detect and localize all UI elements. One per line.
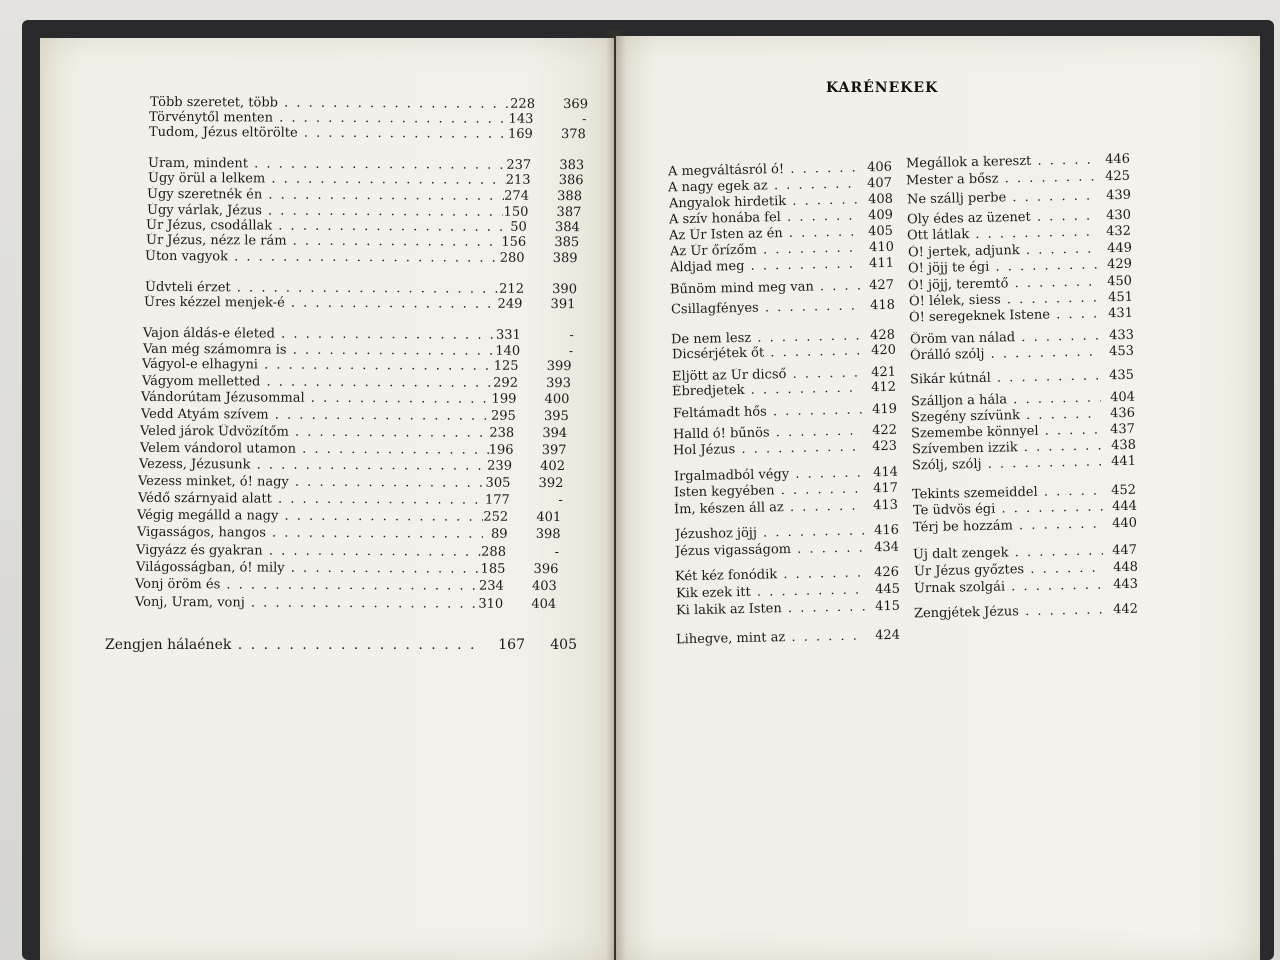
entry-number: 447 [1112,542,1138,559]
entry-title: Üdvteli érzet . . . [144,280,498,297]
entry-title: Bűnöm mind meg van . . . [670,278,860,297]
index-entry [141,390,581,408]
entry-title: Oly édes az üzenet . . . [907,208,1097,227]
entry-number: 412 [871,379,897,396]
entry-number: 295 [490,408,516,424]
entry-number-secondary: 389 [552,250,578,267]
entry-title: Eljött az Úr dicső . . . [672,365,862,384]
entry-title: De nem lesz . . . [671,328,861,347]
entry-title: Áldjad meg . . . [670,256,860,275]
index-entry [141,407,581,425]
entry-title: Halld ó! bűnös . . . [673,423,863,442]
entry-number-secondary: 404 [530,596,556,613]
entry-number: 292 [492,375,518,391]
entry-number: 453 [1108,343,1134,360]
entry-number: 425 [1105,168,1131,185]
entry-number: 238 [489,425,515,441]
entry-title: Az Úr őrízőm . . . [670,240,860,259]
entry-number: 422 [871,422,898,439]
entry-title: Szólj, szólj . . . [912,454,1102,473]
entry-title: Úgy örül a lelkem . . . [148,171,506,188]
entry-number: 428 [870,327,896,344]
entry-title: Van még számomra is . . . [143,342,495,359]
entry-number: 228 [510,96,536,112]
entry-number: 125 [494,358,519,374]
entry-number: 436 [1109,405,1136,422]
entry-number: 423 [872,438,898,455]
index-entry [139,457,579,475]
entry-number: 280 [499,250,525,266]
entry-title: Veled járok Üdvözítőm . . . [140,424,489,441]
entry-title: Öröm van nálad . . . [909,328,1099,347]
entry-number: 199 [491,391,517,407]
entry-number: 405 [868,223,894,240]
entry-number-secondary: - [569,328,575,344]
index-entry [137,508,577,526]
entry-title: Uram, mindent . . . [148,156,506,173]
entry-number: 444 [1111,498,1137,515]
index-entry [136,543,576,561]
entry-number: 50 [510,219,527,235]
entry-number-secondary: 398 [535,526,561,543]
entry-title: Ó! jertek, adjunk . . . [908,241,1098,260]
entry-title: Zengjen hálaének . . . [105,637,483,653]
entry-title: Úgy szeretnék én . . . [147,187,504,204]
entry-number: 249 [497,296,523,312]
entry-number: 451 [1107,289,1133,306]
entry-title: Jézushoz jöjj . . . [674,523,864,542]
entry-number: 440 [1111,515,1138,532]
entry-number: 305 [485,475,511,491]
entry-title: Isten kegyében . . . [674,481,864,500]
entry-number: 310 [477,596,503,612]
entry-title: Ó! jöjj, teremtő . . . [908,274,1098,293]
entry-number: 437 [1110,421,1136,438]
entry-number: 416 [873,522,899,539]
entry-title: Mester a bősz . . . [906,169,1096,188]
entry-number: 434 [873,539,900,556]
entry-number-secondary: 369 [563,97,589,113]
entry-title: Dicsérjétek őt . . . [671,343,861,362]
entry-number-secondary: 386 [558,172,584,189]
entry-title: Úr Jézus győztes . . . [914,560,1104,579]
entry-title: Szegény szívünk . . . [911,406,1101,425]
entry-title: Törvénytől menten . . . [149,110,508,127]
section-heading: KARÉNEKEK [826,80,939,96]
entry-title: Őrálló szólj . . . [910,344,1100,363]
entry-number: 167 [498,637,525,653]
entry-number: 419 [871,401,897,418]
entry-title: Végig megálld a nagy . . . [137,508,483,525]
entry-number-secondary: 397 [541,442,567,459]
entry-title: Tudom, Jézus eltörölte . . . [149,125,508,142]
entry-title: Vigyázz és gyakran . . . [136,543,481,560]
entry-title: A nagy egek az . . . [668,176,858,195]
entry-title: Irgalmadból végy . . . [673,465,863,484]
entry-title: Szálljon a hála . . . [910,390,1100,409]
entry-title: Szemembe könnyel . . . [911,422,1101,441]
entry-number-secondary: 399 [547,358,572,375]
entry-title: Lihegve, mint az . . . [676,628,866,647]
entry-number: 274 [504,188,530,204]
entry-number: 185 [480,561,506,577]
entry-number-secondary: 393 [545,375,571,392]
entry-number: 415 [875,598,901,615]
entry-number: 288 [481,544,507,560]
entry-number: 212 [498,281,524,297]
entry-number: 441 [1110,453,1137,470]
entry-title: Vándorútam Jézusommal . . . [141,390,491,407]
entry-number: 411 [869,255,895,272]
entry-title: Ott látlak . . . [907,224,1097,243]
index-entry [137,525,577,543]
entry-number: 404 [1109,389,1135,406]
entry-number: 410 [868,239,894,256]
entry-number: 213 [505,172,531,188]
entry-title: Vonj öröm és . . . [135,577,479,594]
entry-number: 431 [1108,305,1134,322]
entry-number: 450 [1107,273,1133,290]
entry-number-secondary: 378 [560,127,586,143]
entry-title: Világosságban, ó! mily . . . [136,560,480,577]
entry-title: Hol Jézus . . . [673,439,863,458]
entry-number-secondary: 391 [550,296,576,313]
index-entry [145,249,585,267]
entry-number-secondary: 405 [550,637,577,653]
entry-number: 442 [1113,601,1139,618]
entry-title: Ne szállj perbe . . . [907,188,1097,207]
entry-number: 150 [503,204,529,220]
entry-title: Megállok a kereszt . . . [906,152,1096,171]
entry-title: Velem vándorol utamon . . . [140,441,489,458]
index-entry [142,357,582,375]
entry-number-secondary: 385 [553,234,579,251]
entry-title: Ébredjetek . . . [672,380,862,399]
entry-title: Vágyom melletted . . . [142,374,493,391]
entry-number-secondary: 400 [544,391,570,408]
entry-title: Ki lakik az Isten . . . [676,599,866,618]
entry-number: 331 [496,327,522,343]
entry-number: 433 [1108,327,1134,344]
entry-number-secondary: 392 [538,475,564,492]
entry-title: Angyalok hirdetik . . . [669,192,859,211]
entry-number-secondary: 402 [540,458,566,475]
entry-number-secondary: - [558,493,563,509]
entry-title: Kik ezek itt . . . [676,582,866,601]
entry-number: 169 [507,126,533,142]
entry-title: Új dalt zengek . . . [913,543,1103,562]
entry-title: Szívemben izzik . . . [911,438,1101,457]
entry-title: Térj be hozzám . . . [913,516,1103,535]
entry-number: 429 [1107,256,1133,273]
entry-number: 432 [1106,223,1132,240]
entry-number-secondary: - [568,344,574,360]
entry-number: 418 [869,297,895,314]
entry-title: A szív honába fel . . . [669,208,859,227]
index-entry [140,424,580,442]
entry-title: Vigasságos, hangos . . . [137,525,483,542]
entry-number: 426 [874,564,900,581]
entry-number-secondary: 403 [532,578,557,595]
entry-number: 417 [872,480,899,497]
entry-number: 452 [1111,482,1137,499]
entry-number: 143 [508,111,534,127]
entry-number: 427 [869,277,895,294]
entry-number: 140 [495,343,521,359]
index-entry [136,560,576,578]
entry-number: 420 [870,342,896,359]
entry-number: 409 [868,207,894,224]
entry-title: Zengjétek Jézus . . . [914,602,1104,621]
entry-number: 439 [1105,187,1131,204]
entry-number: 449 [1106,240,1132,257]
entry-number: 408 [867,191,893,208]
entry-title: Ím, készen áll az . . . [674,498,864,517]
entry-title: Te üdvös égi . . . [912,499,1102,518]
entry-title: Két kéz fonódik . . . [675,565,865,584]
entry-title: Vedd Atyám szívem . . . [141,407,491,424]
entry-number: 421 [870,364,896,381]
index-entry [135,595,575,613]
entry-number-secondary: - [582,112,587,128]
index-entry [138,474,578,492]
index-entry [144,295,584,313]
entry-title: Védő szárnyaid alatt . . . [138,491,485,508]
entry-number-secondary: - [554,545,560,561]
entry-number: 406 [866,159,893,176]
entry-title: Vezess minket, ó! nagy . . . [138,474,485,491]
entry-title: Úton vagyok . . . [145,249,500,266]
entry-title: Vonj, Uram, vonj . . . [135,595,478,612]
entry-title: Feltámadt hős . . . [672,402,862,421]
entry-number: 156 [500,234,526,250]
entry-title: Ó! lélek, siess . . . [909,290,1099,309]
index-entry [138,491,578,509]
book-gutter [606,30,626,960]
entry-number: 252 [483,509,509,525]
entry-title: Úr Jézus, nézz le rám . . . [146,233,501,250]
entry-number: 237 [506,157,532,173]
entry-number: 448 [1112,559,1138,576]
entry-title: Üres kézzel menjek-é . . . [144,295,497,312]
index-entry [135,577,575,595]
entry-title: Úrnak szolgái . . . [914,577,1104,596]
entry-number: 234 [479,578,504,594]
entry-title: Jézus vigasságom . . . [675,540,865,559]
entry-number: 414 [872,464,898,481]
entry-title: Ó! seregeknek Istene . . . [909,306,1099,325]
entry-title: A megváltásról ó! . . . [668,160,858,179]
entry-number-secondary: 394 [542,425,568,442]
index-entry-final [105,637,585,655]
entry-number-secondary: 395 [543,408,569,425]
entry-number: 430 [1106,207,1132,224]
entry-title: Csillagfényes . . . [671,298,861,317]
entry-number: 407 [867,175,893,192]
entry-number: 424 [875,627,901,644]
entry-title: Vajon áldás-e életed . . . [143,326,496,343]
entry-number-secondary: 387 [556,204,582,221]
entry-title: Több szeretet, több . . . [150,95,510,112]
entry-number: 443 [1113,576,1139,593]
entry-number: 177 [484,492,510,508]
entry-title: Sikár kútnál . . . [910,368,1100,387]
entry-number: 413 [873,497,899,514]
entry-number-secondary: 383 [559,158,585,174]
entry-title: Tekints szemeiddel . . . [912,483,1102,502]
entry-number-secondary: 401 [536,509,562,526]
entry-number: 438 [1110,437,1136,454]
entry-number-secondary: 396 [533,561,559,578]
entry-number-secondary: 390 [551,281,577,298]
entry-title: Úgy várlak, Jézus . . . [147,203,503,220]
entry-number-secondary: 388 [557,188,583,205]
entry-number: 446 [1104,151,1131,168]
entry-title: Úr Jézus, csodállak . . . [146,218,502,235]
entry-number: 435 [1109,367,1135,384]
entry-title: Ó! jöjj te égi . . . [908,257,1098,276]
entry-title: Az Úr Isten az én . . . [669,224,859,243]
entry-title: Vágyol-e elhagyni . . . [142,357,494,374]
entry-number: 239 [487,458,513,474]
entry-title: Vezess, Jézusunk . . . [139,457,487,474]
entry-number: 89 [490,526,508,542]
entry-number-secondary: 384 [555,219,580,236]
entry-number: 196 [488,442,514,458]
entry-number: 445 [874,581,900,598]
index-entry [149,125,589,143]
